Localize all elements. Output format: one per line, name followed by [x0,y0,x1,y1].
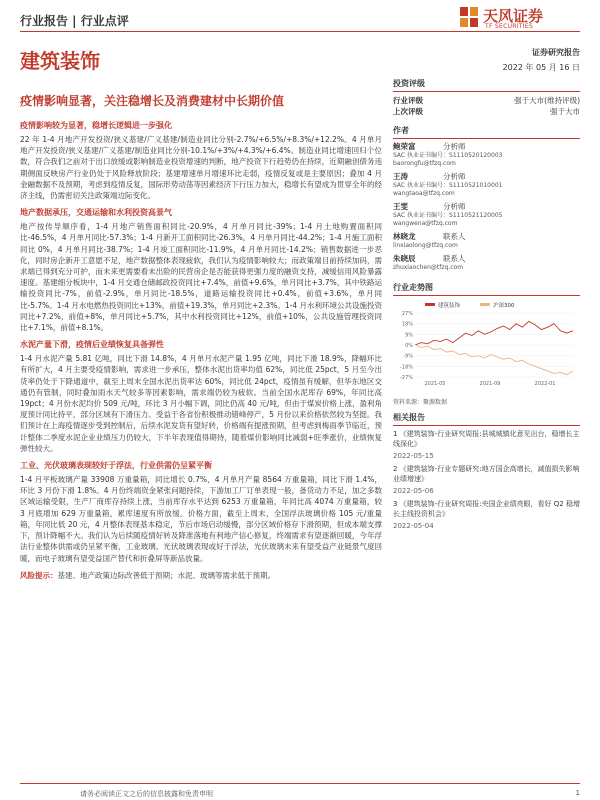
section-1 [20,120,382,201]
legend-label: 沪深300 [493,303,515,309]
related-report-date: 2022-05-06 [393,487,434,495]
report-date: 2022 年 05 月 16 日 [502,63,580,72]
sector-title: 建筑装饰 [20,49,100,73]
rating-row [393,95,580,106]
related-report-link[interactable]: 2 《建筑装饰-行业专题研究:地方国企高增长，减值损失影响业绩增速》 [393,465,580,483]
author-name: 王雯 [393,202,408,211]
author-email[interactable]: baorongfu@tfzq.com [393,160,456,167]
author-role: 分析师 [443,142,466,151]
header-divider [20,31,580,32]
related-report-link[interactable]: 1 《建筑装饰-行业研究周报:县城城镇化意见出台，稳增长主线深化》 [393,430,580,448]
y-tick-label: -18% [400,364,413,371]
related-item[interactable] [393,499,580,531]
related-report-date: 2022-05-15 [393,452,434,460]
y-tick-label: 0% [405,343,413,349]
y-tick-label: -27% [400,375,413,381]
risk-label: 风险提示： [20,570,58,580]
author-role: 联系人 [443,232,466,241]
legend-swatch [425,303,435,306]
section-title: 地产数据承压，交通运输和水利投资高景气 [20,208,172,218]
author-name: 朱晓辰 [393,254,416,263]
trend-chart-svg [393,299,580,391]
risk-text: 基建、地产政策边际改善低于预期；水泥、玻璃等需求低于预期。 [57,570,275,580]
footer-disclaimer: 请务必阅读正文之后的信息披露和免责申明 [80,790,213,798]
report-type: 证券研究报告 [532,48,580,57]
report-headline: 疫情影响显著，关注稳增长及消费建材中长期价值 [20,94,285,108]
y-tick-label: 9% [405,332,413,339]
y-tick-label: 27% [401,311,413,317]
trend-chart [393,299,580,395]
footer-divider [20,783,580,784]
legend-swatch [480,303,490,306]
author-name: 林晓龙 [393,232,416,241]
author-role: 分析师 [443,172,466,181]
legend-label: 建筑装饰 [438,303,461,309]
author-email[interactable]: zhuxiaochen@tfzq.com [393,264,464,271]
x-tick-label: 2022-01 [534,381,556,387]
rating-key: 上次评级 [393,107,423,116]
rating-value: 强于大市 [550,107,580,116]
author-email[interactable]: linxiaolong@tfzq.com [393,242,458,249]
author-item [393,142,580,168]
section-3 [20,339,382,454]
page-number: 1 [575,789,580,797]
author-name: 鲍荣富 [393,142,416,151]
author-item [393,202,580,228]
related-item[interactable] [393,464,580,496]
brand-subname: TF SECURITIES [485,23,534,30]
author-role: 联系人 [443,254,466,263]
rating-row [393,106,580,117]
tf-securities-logo-icon [459,6,479,28]
related-report-date: 2022-05-04 [393,522,434,530]
rating-title: 投资评级 [393,78,580,92]
related-item[interactable] [393,429,580,461]
section-title: 水泥产量下滑，疫情后业绩恢复具备弹性 [20,340,164,350]
author-item [393,254,580,272]
risk-warning [20,570,382,581]
related-report-link[interactable]: 3 《建筑装饰-行业研究周报:央国企业绩亮眼，看好 Q2 稳增长主线投资机会》 [393,500,580,518]
author-cert: SAC 执业证书编号：S1110521120005 [393,212,503,219]
x-tick-label: 2021-09 [479,381,501,387]
series-line [415,321,573,345]
section-title: 工业、光伏玻璃表现较好于浮法，行业供需仍呈紧平衡 [20,461,212,471]
section-text: 地产按传导顺序看，1-4 月地产销售面积同比-20.9%，4 月单月同比-39%；1-4 月土地购置面积同比-46.5%，4 月单月同比-57.3%；1-4 月新开工面积同比-26.3%，4 月单月同比-44.2%；1-4 月施工面积同比 0%，4 月单月同比-38.7%；1-4 月竣工面积同比-11.9%，4 月单月同比-14.2%；销售数据进一步恶化，同时房企新开工意愿不足，地产数据整体表现疲软，我们认为疫情影响较大；而政策端目前持续加码，需求端已得到充分可护，而未来更需要看未出险的民营房企是否能获得更强力度的融资支持，减缓信用风险暴露速度。基建细分板块中，1-4 月交通仓储邮政投资同比+7.4%，前值+9.6%，单月同比+3.7%，其中铁路运输投资同比-7%，前值-2.9%，单月同比-18.5%，道路运输投资同比+0.4%，前值+3.6%，单月同比-5.7%。1-4 月水电燃热投资同比+13%，前值+19.3%，单月同比+2.3%。1-4 月水利环境公共设施投资同比+7.2%，前值+8%，单月同比+5.7%，其中水利投资同比+12%，前值+10%，公共设施管理投资同比+7.1%，前值+8.1%。 [20,222,382,333]
chart-source: 资料来源：聚源数据 [393,399,448,406]
author-cert: SAC 执业证书编号：S1110521010001 [393,182,503,189]
y-tick-label: -9% [403,353,413,360]
y-tick-label: 18% [401,321,413,328]
trend-title: 行业走势图 [393,282,580,296]
series-line [415,345,573,375]
x-tick-label: 2021-05 [424,381,446,387]
section-text: 1-4 月水泥产量 5.81 亿吨，同比下滑 14.8%，4 月单月水泥产量 1.95 亿吨，同比下滑 18.9%，降幅环比有所扩大，4 月主要受疫情影响，需求进一步承压，整体水泥出货率均值 62%，同比低 25pct，5 月至今出货率仍处于下降通道中，截至上周末全国水泥出货率达 60%，同比低 24pct，疫情虽有缓解，但华东地区交通仍有管制，同时叠加雨水天气较多等因素影响，需求端仍较为疲软。当前全国水泥库存 69%，年同比高 19pct；4 月份水泥均价 509 元/吨，环比 3 月小幅下调，同比仍高 40 元/吨，但由于煤炭价格上涨，盈利角度预计同比持平，部分区域有下滑压力。受益于各省份积极推动错峰停产，5 月份以来价格依然较为坚挺。我们预计在上海疫情逐步受到控制后，后续水泥发货有望好转，价格端有提涨预期，但考虑到梅雨季节临近，预计整体二季度水泥企业业绩压力仍较大，下半年表现值得期待，随着煤价影响同比减弱+旺季涨价，业绩恢复弹性较大。 [20,354,382,453]
rating-key: 行业评级 [393,96,423,105]
author-name: 王涛 [393,172,408,181]
rating-value: 强于大市(维持评级) [514,96,580,105]
main-body [20,120,382,581]
related-title: 相关报告 [393,412,580,426]
sidebar [393,78,580,534]
author-item [393,172,580,198]
section-2 [20,207,382,333]
author-email[interactable]: wangtaoa@tfzq.com [393,190,455,197]
section-text: 1-4 月平板玻璃产量 33908 万重量箱，同比增长 0.7%，4 月单月产量 8564 万重量箱，同比下滑 1.4%，环比 3 月份下滑 1.8%。4 月份终端资金紧张问题持续，下游加工厂订单表现一般，备货动力不足，加之多数区域运输受限，生产厂商库存持续上涨，当前库存水平达到 6253 万重量箱，年同比高 4074 万重量箱，较 3 月底增加 629 万重量箱，累库速度有所放缓。价格方面，截至上周末，全国浮法玻璃价格 105 元/重量箱，年同比低 20 元，4 月整体表现基本稳定，节后市场启动缓慢，部分区域价格存下滑预期，但成本端支撑下，预计降幅不大。我们认为后续随疫情好转及降准落地有利地产信心修复，终端需求有望逐渐回暖，今年浮法行业整体供需或仍呈紧平衡，工业玻璃、光伏玻璃表现或好于浮法，光伏玻璃未来有望受益产业链景气度回暖，而电子玻璃有望受益国产替代和折叠屏等新品放量。 [20,475,382,563]
author-email[interactable]: wangwena@tfzq.com [393,220,458,227]
section-4 [20,460,382,564]
author-item [393,232,580,250]
report-category: 行业报告 | 行业点评 [20,14,129,28]
brand-name: 天风证券 [483,7,544,25]
author-cert: SAC 执业证书编号：S1110520120003 [393,152,503,159]
section-title: 疫情影响较为显著，稳增长逻辑进一步强化 [20,121,172,130]
author-role: 分析师 [443,202,466,211]
authors-title: 作者 [393,125,580,139]
section-text: 22 年 1-4 月地产开发投资/狭义基建/广义基建/制造业同比分别-2.7%/+6.5%/+8.3%/+12.2%。4 月单月地产开发投资/狭义基建/广义基建/制造业同比分别-10.1%/+3%/+4.3%/+6.4%。制造业同比增速回归个位数，符合我们之前对于出口放缓或影响制造业投资增速的判断，地产投资下行趋势仍在持续，近期融创债务违期侧面反映房产行业仍处于风险释放阶段；基建增速单月增速环比走弱，疫情反复或是主要原因；叠加 4 月金融数据不及预期，考虑到疫情反复，国际形势动荡等因素经济下行压力加大，稳增长有望成为贯穿全年的经济主线，仍需密切关注政策端边际变化。 [20,135,382,201]
